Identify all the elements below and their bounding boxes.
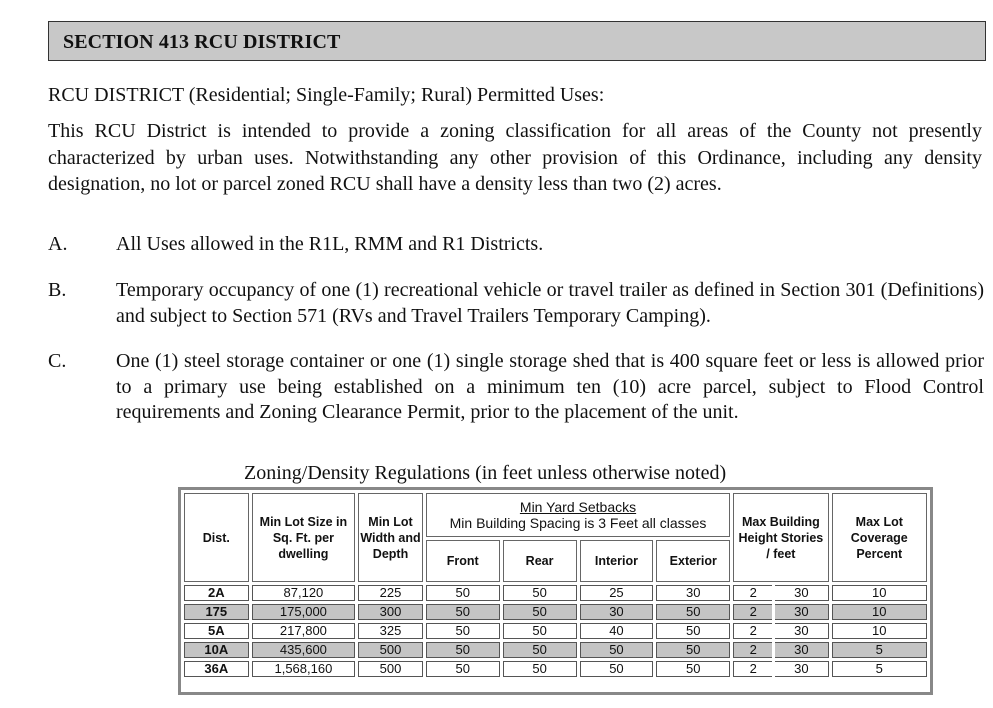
section-title: SECTION 413 RCU DISTRICT <box>63 31 341 53</box>
header-min-lot-width: Min Lot Width and Depth <box>358 493 423 582</box>
cell-dist: 175 <box>184 604 249 620</box>
cell-stories: 2 <box>733 604 772 620</box>
cell-interior: 40 <box>580 623 654 639</box>
list-item <box>48 349 984 426</box>
cell-rear: 50 <box>503 604 577 620</box>
header-max-height: Max Building Height Stories / feet <box>733 493 828 582</box>
cell-rear: 50 <box>503 623 577 639</box>
cell-coverage: 10 <box>832 623 927 639</box>
cell-lot-size: 87,120 <box>252 585 356 601</box>
district-subtitle: RCU DISTRICT (Residential; Single-Family; Rural) Permitted Uses: <box>48 84 605 106</box>
cell-interior: 50 <box>580 642 654 658</box>
table-row <box>184 585 927 601</box>
cell-lot-size: 175,000 <box>252 604 356 620</box>
cell-front: 50 <box>426 642 500 658</box>
cell-coverage: 10 <box>832 604 927 620</box>
cell-dist: 36A <box>184 661 249 677</box>
cell-height-feet: 30 <box>775 642 828 658</box>
cell-height-feet: 30 <box>775 585 828 601</box>
header-setbacks-title: Min Yard Setbacks <box>519 498 637 515</box>
zoning-density-table <box>181 490 930 680</box>
intro-paragraph: This RCU District is intended to provide a zoning classification for all areas of the County not presently characterized by urban uses. Notwithstanding any other provision of this Ordinance, including any density designation, no lot or parcel zoned RCU shall have a density less than two (2) acres. <box>48 120 982 195</box>
cell-front: 50 <box>426 623 500 639</box>
cell-front: 50 <box>426 604 500 620</box>
header-setbacks-group <box>426 493 730 537</box>
cell-lot-size: 435,600 <box>252 642 356 658</box>
section-header-bar <box>48 21 986 61</box>
cell-dist: 2A <box>184 585 249 601</box>
cell-lot-width: 300 <box>358 604 423 620</box>
cell-lot-size: 217,800 <box>252 623 356 639</box>
table-row <box>184 642 927 658</box>
cell-height-feet: 30 <box>775 604 828 620</box>
list-item-marker: B. <box>48 279 67 301</box>
cell-front: 50 <box>426 661 500 677</box>
list-item-text: All Uses allowed in the R1L, RMM and R1 Districts. <box>116 233 544 255</box>
header-rear: Rear <box>503 540 577 582</box>
table-row <box>184 623 927 639</box>
cell-front: 50 <box>426 585 500 601</box>
cell-dist: 5A <box>184 623 249 639</box>
cell-lot-width: 325 <box>358 623 423 639</box>
cell-lot-width: 500 <box>358 661 423 677</box>
table-row <box>184 604 927 620</box>
cell-stories: 2 <box>733 623 772 639</box>
cell-stories: 2 <box>733 585 772 601</box>
cell-interior: 25 <box>580 585 654 601</box>
cell-lot-size: 1,568,160 <box>252 661 356 677</box>
cell-exterior: 30 <box>656 585 730 601</box>
cell-coverage: 10 <box>832 585 927 601</box>
cell-height-feet: 30 <box>775 623 828 639</box>
header-dist: Dist. <box>184 493 249 582</box>
cell-exterior: 50 <box>656 642 730 658</box>
cell-interior: 50 <box>580 661 654 677</box>
cell-height-feet: 30 <box>775 661 828 677</box>
cell-rear: 50 <box>503 642 577 658</box>
cell-stories: 2 <box>733 642 772 658</box>
header-max-coverage: Max Lot Coverage Percent <box>832 493 927 582</box>
cell-exterior: 50 <box>656 661 730 677</box>
cell-interior: 30 <box>580 604 654 620</box>
list-item-marker: A. <box>48 233 68 255</box>
cell-lot-width: 500 <box>358 642 423 658</box>
header-exterior: Exterior <box>656 540 730 582</box>
cell-coverage: 5 <box>832 642 927 658</box>
list-item-text: One (1) steel storage container or one (1) single storage shed that is 400 square feet or less is allowed prior to a primary use being established on a minimum ten (10) acre parcel, subject to Flood Control requirements and Zoning Clearance Permit, prior to the placement of the unit. <box>116 350 984 423</box>
table-caption: Zoning/Density Regulations (in feet unless otherwise noted) <box>244 462 727 484</box>
cell-rear: 50 <box>503 661 577 677</box>
list-item <box>48 278 984 329</box>
zoning-table-frame <box>178 487 933 695</box>
header-min-lot-size: Min Lot Size in Sq. Ft. per dwelling <box>252 493 356 582</box>
cell-lot-width: 225 <box>358 585 423 601</box>
list-item <box>48 232 984 258</box>
list-item-text: Temporary occupancy of one (1) recreational vehicle or travel trailer as defined in Section 301 (Definitions) and subject to Section 571 (RVs and Travel Trailers Temporary Camping). <box>116 279 984 327</box>
header-setbacks-note: Min Building Spacing is 3 Feet all classes <box>449 514 707 531</box>
list-item-marker: C. <box>48 350 67 372</box>
cell-exterior: 50 <box>656 604 730 620</box>
cell-exterior: 50 <box>656 623 730 639</box>
cell-stories: 2 <box>733 661 772 677</box>
cell-rear: 50 <box>503 585 577 601</box>
header-front: Front <box>426 540 500 582</box>
header-interior: Interior <box>580 540 654 582</box>
cell-dist: 10A <box>184 642 249 658</box>
cell-coverage: 5 <box>832 661 927 677</box>
table-row <box>184 661 927 677</box>
